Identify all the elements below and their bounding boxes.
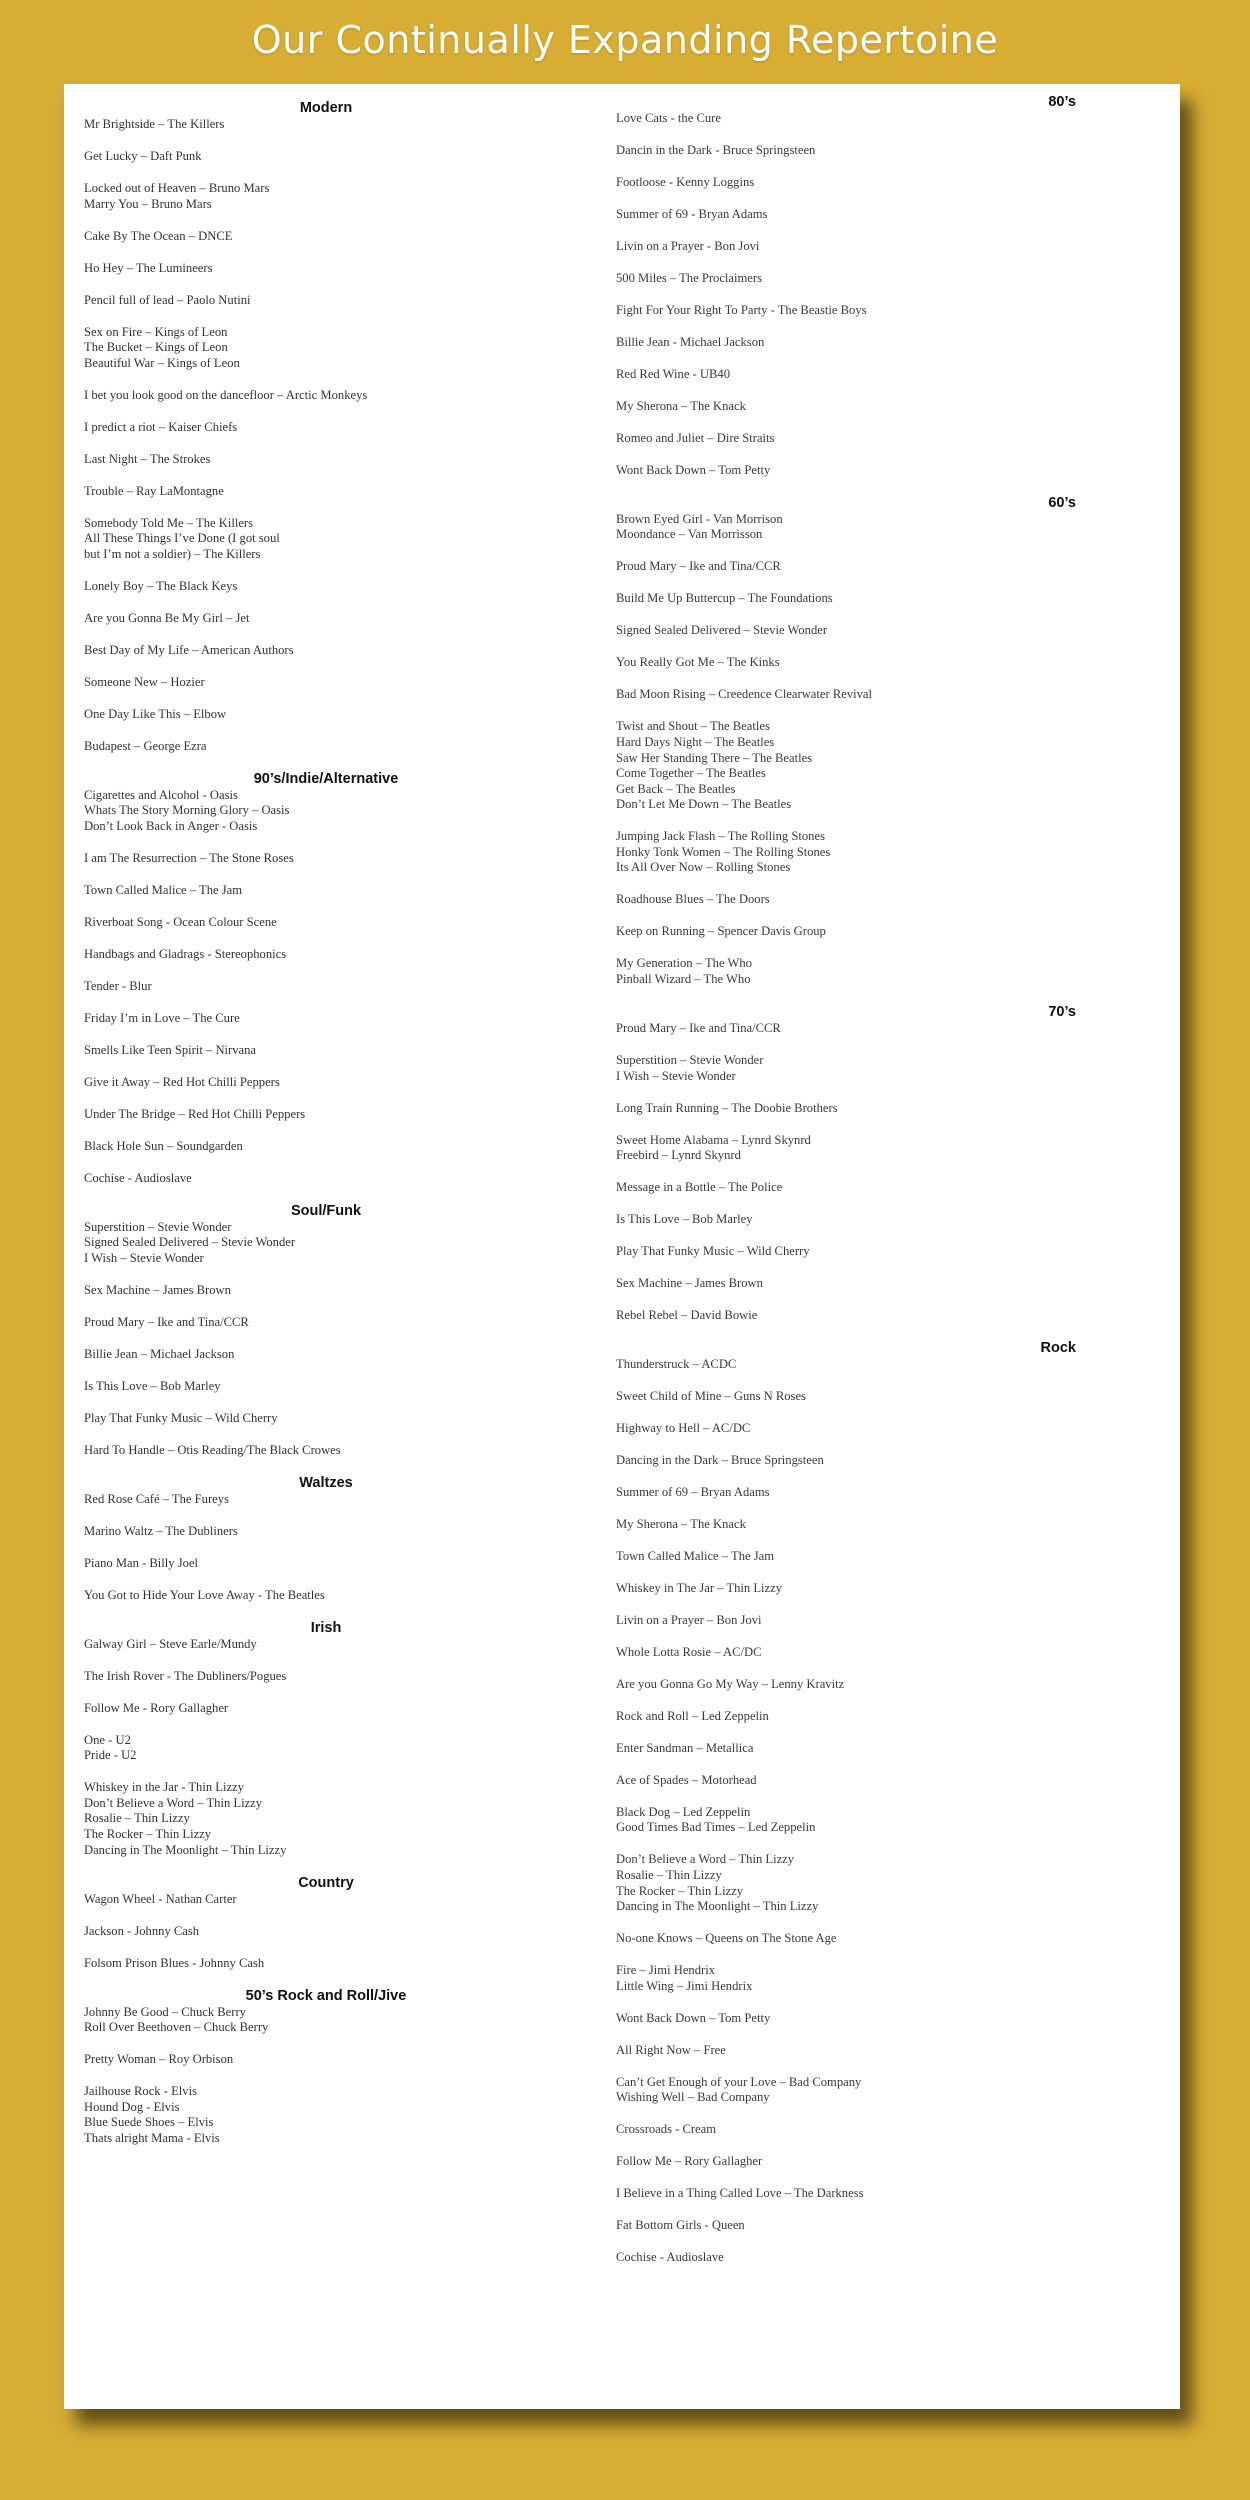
song-group [84,1669,568,1685]
song-group [616,2011,1076,2027]
section-70-s [616,1004,1076,1324]
song-entry: Pride - U2 [84,1748,137,1763]
song-entry: Dancing in the Dark – Bruce Springsteen [616,1452,824,1467]
song-entry: Thats alright Mama - Elvis [84,2130,220,2145]
song-entry: Wishing Well – Bad Company [616,2090,770,2105]
song-entry: Sex Machine – James Brown [84,1282,231,1297]
song-entry: Piano Man - Billy Joel [84,1555,199,1570]
song-entry: Good Times Bad Times – Led Zeppelin [616,1820,816,1835]
song-group [616,687,1076,703]
song-group [84,1892,568,1908]
section-60-s [616,495,1076,988]
song-group [616,1852,1076,1914]
song-entry: Sex Machine – James Brown [616,1276,763,1291]
song-entry: Highway to Hell – AC/DC [616,1421,751,1435]
song-group [616,1212,1076,1228]
song-entry: Whiskey in The Jar – Thin Lizzy [616,1580,783,1595]
song-entry: Wont Back Down – Tom Petty [616,2010,771,2025]
song-group [616,892,1076,908]
song-entry: Give it Away – Red Hot Chilli Peppers [84,1074,280,1089]
song-entry: Pretty Woman – Roy Orbison [84,2052,234,2067]
song-entry: Thunderstruck – ACDC [616,1357,737,1372]
song-entry: Saw Her Standing There – The Beatles [616,750,813,765]
song-group [616,399,1076,415]
song-entry: Moondance – Van Morrisson [616,527,763,542]
song-entry: Little Wing – Jimi Hendrix [616,1978,753,1993]
song-entry: Budapest – George Ezra [84,738,207,753]
song-entry: Long Train Running – The Doobie Brothers [616,1100,838,1115]
song-entry: Pinball Wizard – The Who [616,972,751,986]
song-entry: Roll Over Beethoven – Chuck Berry [84,2020,269,2035]
song-group [616,367,1076,383]
song-group [84,1411,568,1427]
song-entry: The Bucket – Kings of Leon [84,340,228,355]
song-group [616,2075,1076,2106]
song-entry: Wagon Wheel - Nathan Carter [84,1891,237,1906]
song-group [84,1924,568,1940]
section-irish [84,1620,568,1859]
song-entry: My Sherona – The Knack [616,398,746,413]
song-entry: Whiskey in the Jar - Thin Lizzy [84,1780,244,1795]
song-group [84,1588,568,1604]
song-group [616,1389,1076,1405]
song-group [616,956,1076,987]
song-group [84,788,568,835]
song-entry: Ace of Spades – Motorhead [616,1772,757,1787]
song-entry: I Wish – Stevie Wonder [616,1068,736,1083]
song-entry: Are you Gonna Go My Way – Lenny Kravitz [616,1676,845,1691]
song-entry: Town Called Malice – The Jam [616,1548,775,1563]
song-group [84,1701,568,1717]
song-entry: Is This Love – Bob Marley [84,1378,221,1393]
song-entry: Sweet Child of Mine – Guns N Roses [616,1389,806,1404]
song-group [84,1443,568,1459]
song-group [616,1021,1076,1037]
song-group [616,431,1076,447]
song-entry: Cochise - Audioslave [84,1170,192,1185]
song-entry: Crossroads - Cream [616,2122,717,2137]
song-group [84,2084,568,2146]
section-modern [84,100,568,754]
right-column [616,84,1076,2282]
song-entry: Jailhouse Rock - Elvis [84,2084,197,2099]
song-entry: Is This Love – Bob Marley [616,1212,753,1227]
song-entry: Summer of 69 - Bryan Adams [616,206,768,221]
song-group [616,1613,1076,1629]
song-entry: Mr Brightside – The Killers [84,117,225,131]
song-entry: Sex on Fire – Kings of Leon [84,324,228,339]
song-group [616,463,1076,479]
song-entry: Livin on a Prayer - Bon Jovi [616,238,760,253]
song-group [84,1075,568,1091]
section-soul-funk [84,1203,568,1459]
song-group [84,149,568,165]
song-group [616,1677,1076,1693]
song-group [616,623,1076,639]
song-entry: Fat Bottom Girls - Queen [616,2218,745,2233]
song-entry: Honky Tonk Women – The Rolling Stones [616,844,831,859]
song-entry: I am The Resurrection – The Stone Roses [84,850,294,865]
song-entry: No-one Knows – Queens on The Stone Age [616,1931,837,1946]
song-group [84,1524,568,1540]
song-entry: Someone New – Hozier [84,674,205,689]
page-title: Our Continually Expanding Repertoine [251,18,999,62]
song-group [616,1180,1076,1196]
song-entry: Play That Funky Music – Wild Cherry [616,1244,810,1259]
song-entry: Can’t Get Enough of your Love – Bad Company [616,2074,862,2089]
song-group [616,2043,1076,2059]
song-entry: Riverboat Song - Ocean Colour Scene [84,914,277,929]
song-entry: Twist and Shout – The Beatles [616,719,770,734]
song-group [84,2052,568,2068]
song-entry: Rosalie – Thin Lizzy [84,1811,190,1826]
song-group [84,1780,568,1858]
song-entry: Don’t Look Back in Anger - Oasis [84,818,258,833]
song-entry: Love Cats - the Cure [616,111,721,125]
song-entry: Black Hole Sun – Soundgarden [84,1138,243,1153]
section-heading: Country [298,1874,354,1891]
song-entry: Footloose - Kenny Loggins [616,174,755,189]
song-entry: Get Back – The Beatles [616,781,736,796]
song-group [616,655,1076,671]
song-group [616,207,1076,223]
song-entry: Rosalie – Thin Lizzy [616,1867,722,1882]
song-entry: You Really Got Me – The Kinks [616,655,780,670]
song-group [84,420,568,436]
song-group [84,1733,568,1764]
song-group [84,883,568,899]
song-entry: Proud Mary – Ike and Tina/CCR [616,1020,781,1035]
repertoire-sheet [64,84,1180,2409]
song-group [84,484,568,500]
song-entry: Lonely Boy – The Black Keys [84,578,238,593]
song-entry: Johnny Be Good – Chuck Berry [84,2004,246,2019]
song-entry: Brown Eyed Girl - Van Morrison [616,511,783,526]
song-entry: Romeo and Juliet – Dire Straits [616,430,775,445]
song-entry: I Believe in a Thing Called Love – The Darkness [616,2186,864,2201]
section-heading: Waltzes [299,1474,353,1491]
section-heading: 90’s/Indie/Alternative [253,770,399,787]
section-heading: Soul/Funk [290,1202,362,1219]
song-group [616,175,1076,191]
section-50-s-rock-and-roll-jive [84,1988,568,2147]
song-entry: The Irish Rover - The Dubliners/Pogues [84,1668,287,1683]
song-entry: All These Things I’ve Done (I got soul [84,531,280,546]
song-group [616,303,1076,319]
song-entry: Town Called Malice – The Jam [84,882,243,897]
song-entry: Enter Sandman – Metallica [616,1740,754,1755]
song-entry: Marry You – Bruno Mars [84,196,212,211]
song-group [84,452,568,468]
song-group [616,1133,1076,1164]
song-entry: Follow Me - Rory Gallagher [84,1700,229,1715]
song-entry: Friday I’m in Love – The Cure [84,1010,240,1025]
song-group [84,947,568,963]
song-entry: Trouble – Ray LaMontagne [84,483,224,498]
song-group [616,1453,1076,1469]
song-entry: Signed Sealed Delivered – Stevie Wonder [616,623,828,638]
song-entry: Roadhouse Blues – The Doors [616,892,770,907]
song-entry: Marino Waltz – The Dubliners [84,1523,238,1538]
song-entry: Bad Moon Rising – Creedence Clearwater Revival [616,687,873,702]
song-group [616,111,1076,127]
song-entry: Hard To Handle – Otis Reading/The Black Crowes [84,1442,341,1457]
song-entry: Jumping Jack Flash – The Rolling Stones [616,829,825,844]
song-group [84,579,568,595]
song-entry: Folsom Prison Blues - Johnny Cash [84,1955,265,1970]
song-group [84,1283,568,1299]
song-group [84,181,568,212]
song-entry: but I’m not a soldier) – The Killers [84,546,261,561]
song-group [84,325,568,372]
song-group [616,1053,1076,1084]
song-group [616,1276,1076,1292]
song-group [84,117,568,133]
section-heading: 80’s [1048,94,1076,110]
section-heading: Irish [310,1619,342,1636]
song-group [616,1549,1076,1565]
song-group [84,1492,568,1508]
song-group [616,1421,1076,1437]
song-entry: Proud Mary – Ike and Tina/CCR [84,1314,249,1329]
left-column [84,84,568,2163]
song-group [84,1315,568,1331]
song-group [616,2250,1076,2266]
song-group [616,2218,1076,2234]
song-group [84,1043,568,1059]
song-entry: Dancing in The Moonlight – Thin Lizzy [616,1899,819,1914]
song-group [84,261,568,277]
section-heading: 70’s [1048,1003,1076,1020]
song-group [616,559,1076,575]
section-90-s-indie-alternative [84,771,568,1187]
song-entry: My Generation – The Who [616,956,752,971]
song-entry: Don’t Let Me Down – The Beatles [616,797,792,812]
song-group [616,143,1076,159]
song-entry: Black Dog – Led Zeppelin [616,1804,751,1819]
song-entry: Play That Funky Music – Wild Cherry [84,1410,278,1425]
song-entry: You Got to Hide Your Love Away - The Beatles [84,1587,325,1602]
song-entry: Summer of 69 – Bryan Adams [616,1484,770,1499]
song-entry: Smells Like Teen Spirit – Nirvana [84,1042,257,1057]
song-group [84,1107,568,1123]
section-heading: Rock [1040,1340,1076,1357]
song-entry: Ho Hey – The Lumineers [84,260,213,275]
song-entry: Best Day of My Life – American Authors [84,642,294,657]
song-group [616,335,1076,351]
song-entry: I bet you look good on the dancefloor – Arctic Monkeys [84,387,368,402]
song-entry: Cake By The Ocean – DNCE [84,228,233,243]
song-entry: 500 Miles – The Proclaimers [616,270,762,285]
song-group [616,2186,1076,2202]
song-entry: Beautiful War – Kings of Leon [84,355,240,370]
song-group [616,1517,1076,1533]
song-entry: Its All Over Now – Rolling Stones [616,860,791,875]
song-entry: My Sherona – The Knack [616,1516,746,1531]
song-entry: Signed Sealed Delivered – Stevie Wonder [84,1235,296,1250]
song-group [616,1101,1076,1117]
song-group [616,2122,1076,2138]
song-entry: Come Together – The Beatles [616,766,766,781]
song-group [84,979,568,995]
song-group [84,739,568,755]
song-entry: Under The Bridge – Red Hot Chilli Peppers [84,1106,306,1121]
song-entry: Rebel Rebel – David Bowie [616,1308,758,1323]
song-entry: I Wish – Stevie Wonder [84,1250,204,1265]
song-entry: Get Lucky – Daft Punk [84,148,202,163]
section-80-s [616,94,1076,478]
song-group [616,1485,1076,1501]
song-entry: The Rocker – Thin Lizzy [84,1827,212,1842]
song-group [84,1139,568,1155]
song-entry: All Right Now – Free [616,2042,726,2057]
song-entry: Whole Lotta Rosie – AC/DC [616,1644,762,1659]
song-entry: Proud Mary – Ike and Tina/CCR [616,559,781,574]
song-group [84,1379,568,1395]
song-entry: Are you Gonna Be My Girl – Jet [84,610,250,625]
song-group [616,591,1076,607]
section-heading: 60’s [1048,494,1076,511]
song-group [616,1581,1076,1597]
song-entry: Whats The Story Morning Glory – Oasis [84,803,290,818]
song-group [84,1171,568,1187]
song-group [84,516,568,563]
song-entry: Fight For Your Right To Party - The Beastie Boys [616,302,867,317]
song-entry: Hound Dog - Elvis [84,2099,180,2114]
song-group [84,1220,568,1267]
song-group [616,1357,1076,1373]
song-entry: Wont Back Down – Tom Petty [616,462,771,477]
song-group [616,2154,1076,2170]
song-entry: Billie Jean – Michael Jackson [84,1346,235,1361]
song-entry: Sweet Home Alabama – Lynrd Skynrd [616,1132,811,1147]
song-entry: Hard Days Night – The Beatles [616,734,775,749]
song-entry: Pencil full of lead – Paolo Nutini [84,292,251,307]
song-group [84,1956,568,1972]
song-group [616,1244,1076,1260]
song-entry: Red Red Wine - UB40 [616,366,730,381]
song-group [616,1741,1076,1757]
song-entry: Build Me Up Buttercup – The Foundations [616,591,833,606]
song-group [616,924,1076,940]
song-group [616,1308,1076,1324]
song-group [84,293,568,309]
song-entry: Galway Girl – Steve Earle/Mundy [84,1636,257,1651]
song-group [616,1709,1076,1725]
section-heading: Modern [299,100,353,116]
song-entry: Somebody Told Me – The Killers [84,515,254,530]
section-heading: 50’s Rock and Roll/Jive [245,1987,407,2004]
song-entry: Don’t Believe a Word – Thin Lizzy [84,1795,263,1810]
song-entry: Handbags and Gladrags - Stereophonics [84,946,287,961]
song-group [616,512,1076,543]
song-entry: Red Rose Café – The Fureys [84,1491,229,1506]
section-country [84,1875,568,1972]
song-entry: One - U2 [84,1732,131,1747]
song-group [616,719,1076,813]
song-entry: Cochise - Audioslave [616,2250,724,2265]
song-group [616,1645,1076,1661]
song-entry: Billie Jean - Michael Jackson [616,334,765,349]
song-entry: I predict a riot – Kaiser Chiefs [84,419,238,434]
song-group [616,1963,1076,1994]
song-group [84,1637,568,1653]
section-waltzes [84,1475,568,1604]
song-group [616,1931,1076,1947]
section-rock [616,1340,1076,2266]
song-group [84,707,568,723]
song-group [84,611,568,627]
song-entry: Freebird – Lynrd Skynrd [616,1148,741,1163]
song-group [84,851,568,867]
song-entry: Keep on Running – Spencer Davis Group [616,924,826,939]
song-group [84,1556,568,1572]
song-group [84,675,568,691]
song-group [84,643,568,659]
song-entry: Blue Suede Shoes – Elvis [84,2115,214,2130]
song-group [84,229,568,245]
song-entry: Locked out of Heaven – Bruno Mars [84,180,270,195]
song-group [616,829,1076,876]
song-entry: The Rocker – Thin Lizzy [616,1883,744,1898]
song-group [616,271,1076,287]
song-group [84,388,568,404]
song-entry: Dancing in The Moonlight – Thin Lizzy [84,1842,287,1857]
song-entry: Rock and Roll – Led Zeppelin [616,1708,769,1723]
song-entry: Dancin in the Dark - Bruce Springsteen [616,142,816,157]
song-group [84,2005,568,2036]
song-entry: Follow Me – Rory Gallagher [616,2154,763,2169]
song-entry: Tender - Blur [84,978,152,993]
song-entry: Cigarettes and Alcohol - Oasis [84,787,238,802]
song-entry: Livin on a Prayer – Bon Jovi [616,1612,762,1627]
song-entry: Jackson - Johnny Cash [84,1923,200,1938]
song-group [616,239,1076,255]
song-entry: One Day Like This – Elbow [84,706,227,721]
song-group [84,1347,568,1363]
song-group [84,1011,568,1027]
song-entry: Don’t Believe a Word – Thin Lizzy [616,1852,795,1867]
song-group [84,915,568,931]
song-entry: Superstition – Stevie Wonder [84,1219,232,1234]
song-entry: Message in a Bottle – The Police [616,1180,783,1195]
song-entry: Last Night – The Strokes [84,451,211,466]
song-entry: Superstition – Stevie Wonder [616,1052,764,1067]
song-group [616,1773,1076,1789]
song-entry: Fire – Jimi Hendrix [616,1963,715,1978]
song-group [616,1805,1076,1836]
